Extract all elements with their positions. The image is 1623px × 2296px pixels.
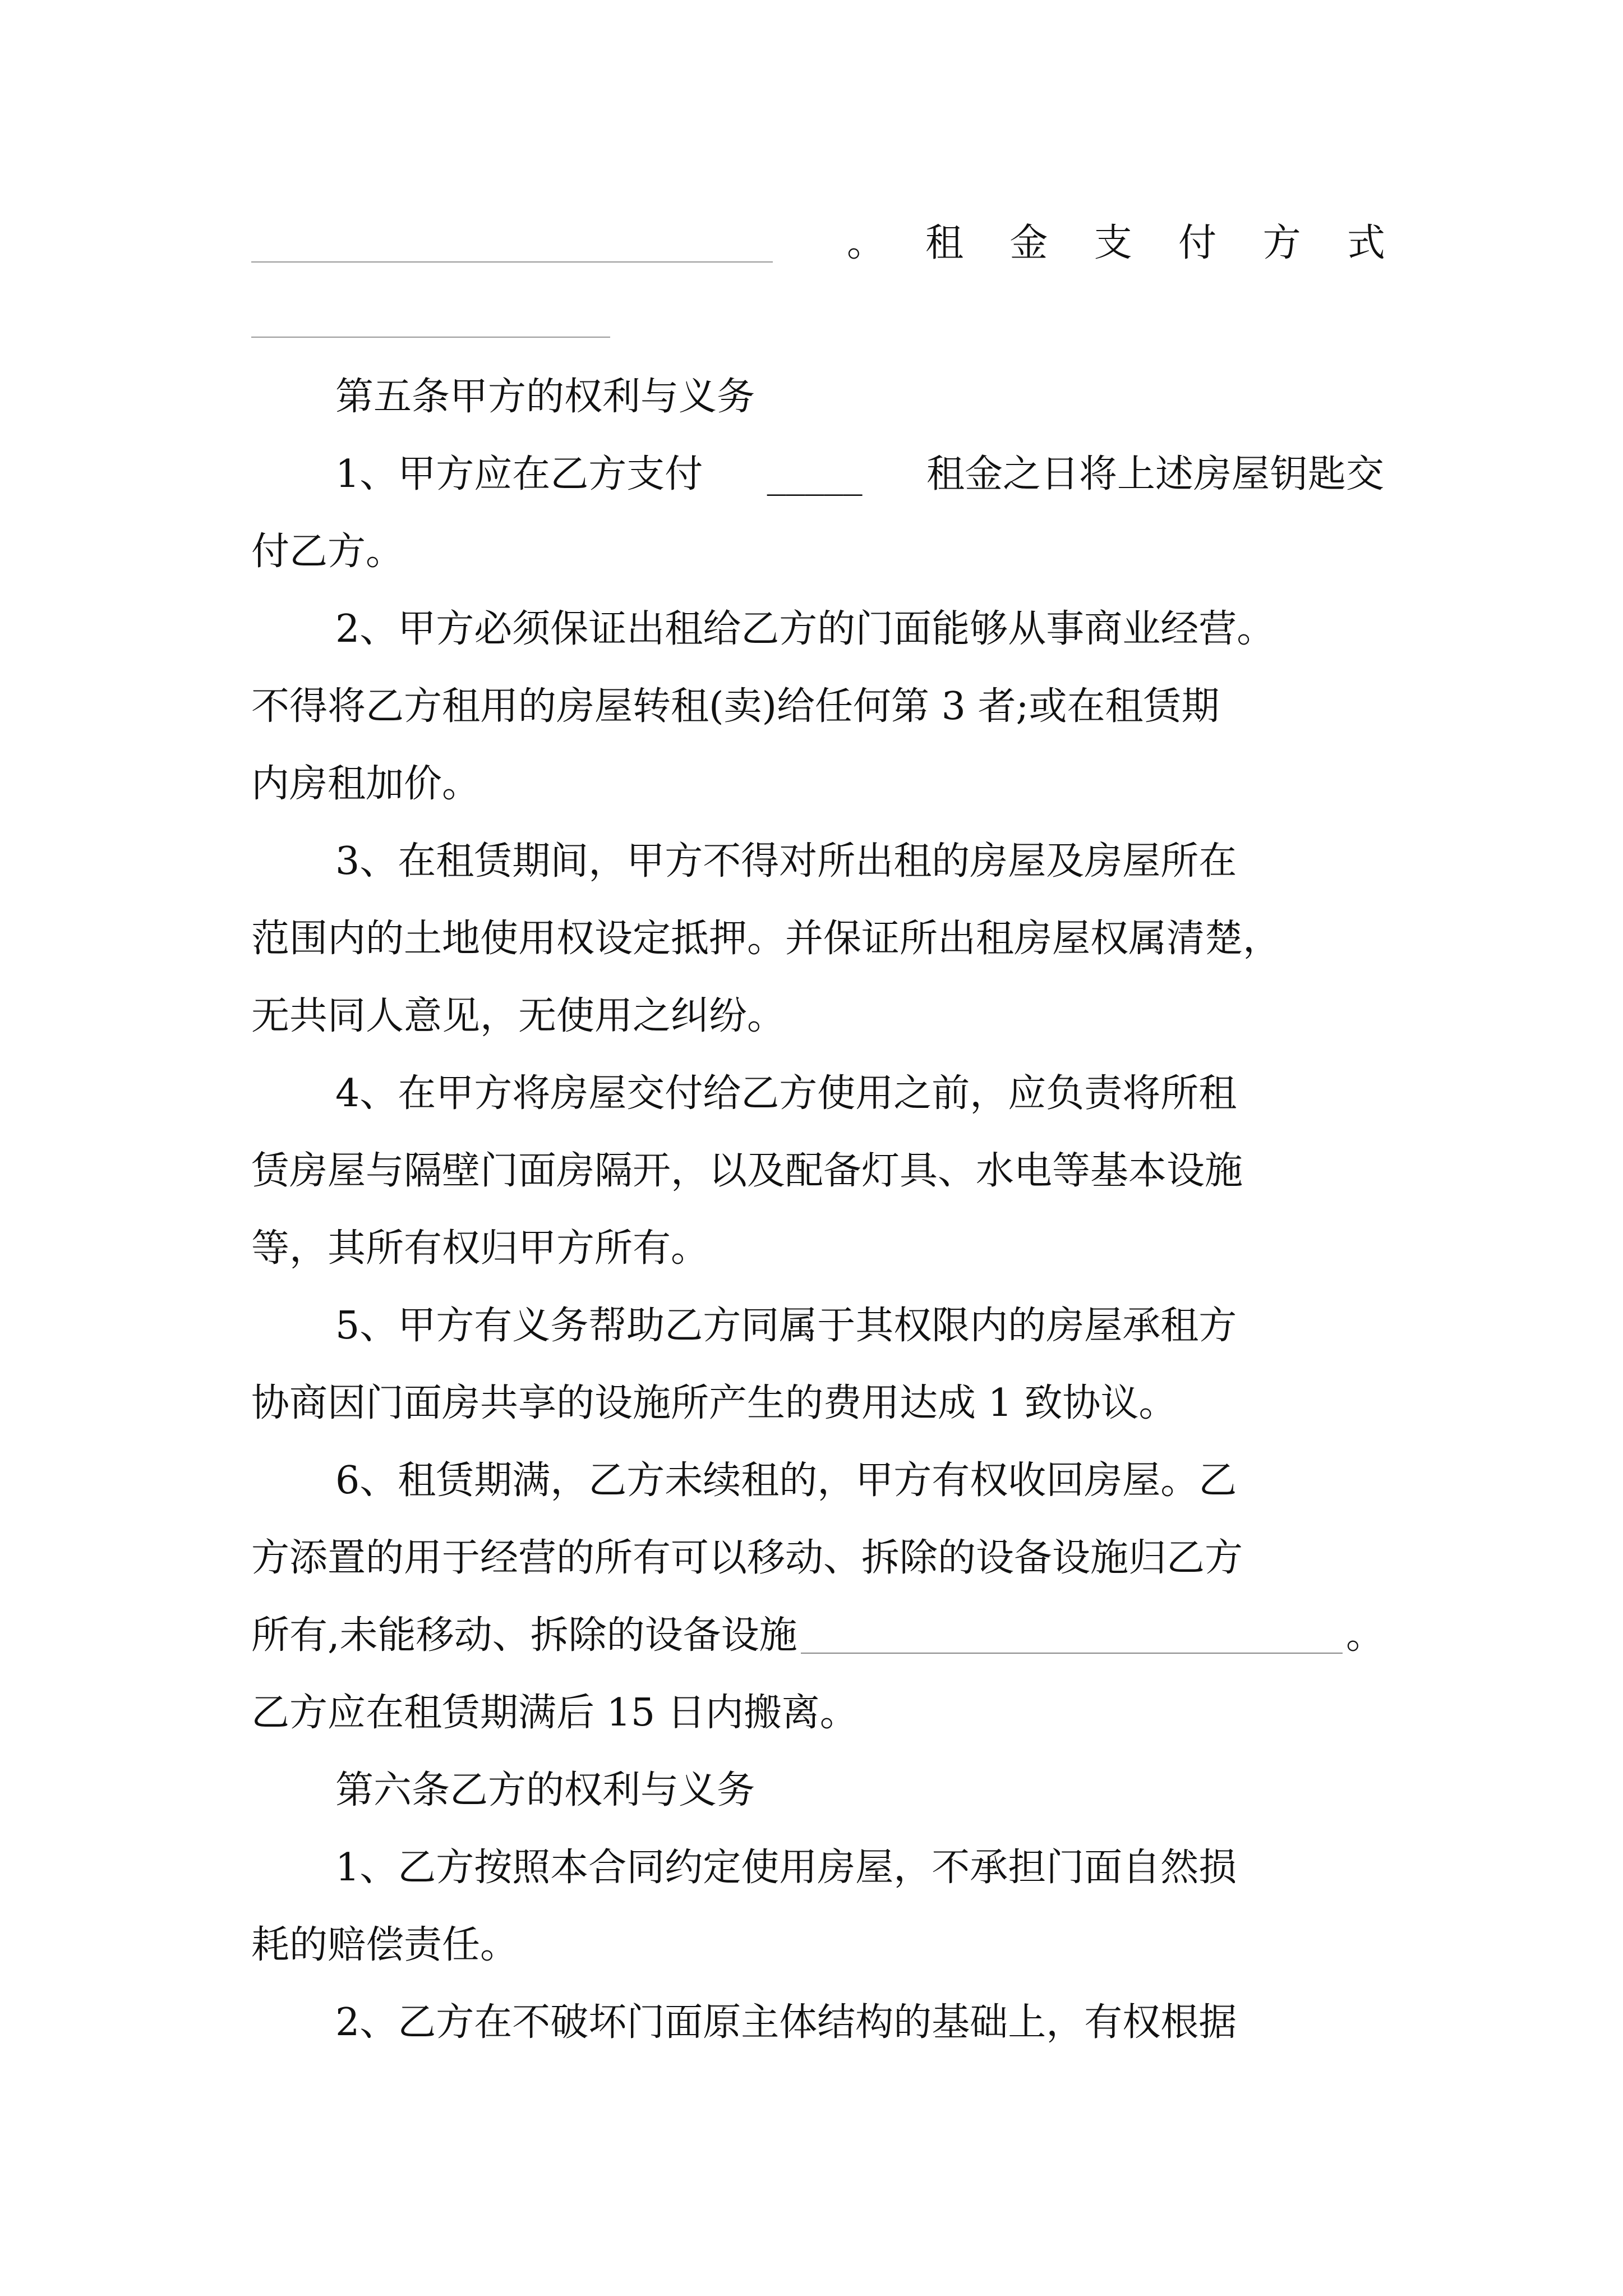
article5-p2-line1: 2、甲方必须保证出租给乙方的门面能够从事商业经营。 — [335, 607, 1275, 651]
article5-p4-line2: 赁房屋与隔壁门面房隔开，以及配备灯具、水电等基本设施 — [251, 1149, 1243, 1193]
text: _____ — [767, 452, 863, 496]
article5-p5-line1: 5、甲方有义务帮助乙方同属于其权限内的房屋承租方 — [335, 1304, 1237, 1348]
char: 租 — [925, 221, 964, 265]
article5-p2-line2: 不得将乙方租用的房屋转租(卖)给任何第 3 者;或在租赁期 — [251, 684, 1220, 729]
text: 1、甲方应在乙方支付 — [335, 452, 703, 496]
char: 方 — [1262, 221, 1301, 265]
char: 金 — [1009, 221, 1048, 265]
char: 付 — [1178, 221, 1217, 265]
article5-p6-line3 — [251, 1610, 1384, 1662]
article5-p2-line3: 内房租加价。 — [251, 762, 481, 806]
article5-p5-line2: 协商因门面房共享的设施所产生的费用达成 1 致协议。 — [251, 1381, 1177, 1425]
char: 支 — [1094, 221, 1132, 265]
article5-p3-line2: 范围内的土地使用权设定抵押。并保证所出租房屋权属清楚， — [251, 917, 1281, 961]
article6-title: 第六条乙方的权利与义务 — [335, 1768, 755, 1812]
period-mark: 。 — [847, 221, 886, 265]
blank-underline — [801, 1618, 1343, 1654]
article6-p2-line1: 2、乙方在不破坏门面原主体结构的基础上，有权根据 — [335, 2000, 1237, 2045]
article5-p4-line1: 4、在甲方将房屋交付给乙方使用之前，应负责将所租 — [335, 1071, 1237, 1116]
article5-p3-line1: 3、在租赁期间，甲方不得对所出租的房屋及房屋所在 — [335, 839, 1237, 884]
article5-p6-line4: 乙方应在租赁期满后 15 日内搬离。 — [251, 1691, 858, 1735]
article5-p4-line3: 等，其所有权归甲方所有。 — [251, 1226, 709, 1271]
article6-p1-line2: 耗的赔偿责任。 — [251, 1923, 519, 1967]
blank-line-2 — [251, 337, 610, 338]
article5-p3-line3: 无共同人意见，无使用之纠纷。 — [251, 994, 786, 1038]
text: 所有,未能移动、拆除的设备设施 — [251, 1613, 797, 1658]
text: 租金之日将上述房屋钥匙交 — [926, 452, 1384, 496]
article5-p1-line2: 付乙方。 — [251, 530, 404, 574]
article5-p6-line1: 6、租赁期满，乙方未续租的，甲方有权收回房屋。乙 — [335, 1458, 1237, 1503]
article6-p1-line1: 1、乙方按照本合同约定使用房屋，不承担门面自然损 — [335, 1846, 1237, 1890]
payment-method-label — [925, 218, 1385, 269]
article5-p6-line2: 方添置的用于经营的所有可以移动、拆除的设备设施归乙方 — [251, 1536, 1243, 1580]
text: 。 — [1345, 1613, 1384, 1658]
blank-line-1 — [251, 261, 773, 263]
article5-p1-line1 — [251, 449, 1384, 500]
article5-title: 第五条甲方的权利与义务 — [335, 375, 755, 419]
char: 式 — [1347, 221, 1385, 265]
